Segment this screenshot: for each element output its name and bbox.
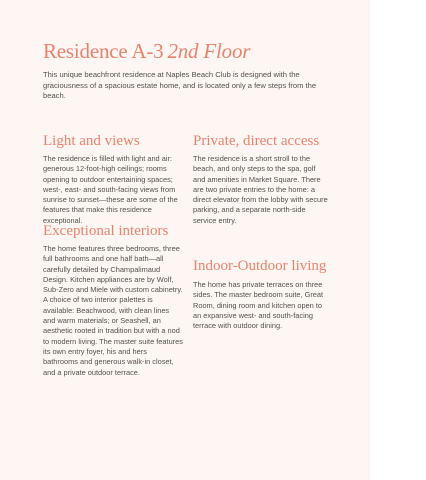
section-heading: Private, direct access	[193, 133, 320, 149]
section-heading: Light and views	[43, 133, 140, 149]
section-heading: Exceptional interiors	[43, 223, 169, 239]
section-body: The home has private terraces on three sides. The master bedroom suite, Great Room, dining room and kitchen open to an expansive west- and south-facing terrace with outdoor dining.	[193, 280, 324, 331]
section-indoor-outdoor-living	[193, 258, 328, 331]
floor-subtitle: 2nd Floor	[167, 39, 251, 63]
section-heading: Indoor-Outdoor living	[193, 258, 327, 274]
section-light-and-views	[43, 133, 183, 226]
residence-name: Residence A-3	[43, 39, 164, 63]
section-body: The residence is filled with light and air: generous 12-foot-high ceilings; rooms opening to outdoor entertaining spaces; west-, east- and south-facing views from sunrise to sunset—these are some of the features that make this residence exceptional.	[43, 154, 178, 225]
page-title	[43, 38, 250, 64]
section-private-access	[193, 133, 328, 226]
intro-paragraph: This unique beachfront residence at Naples Beach Club is designed with the graciousness of a spacious estate home, and is located only a few steps from the beach.	[43, 70, 317, 100]
section-body: The home features three bedrooms, three full bathrooms and one half bath—all carefully detailed by Champalimaud Design. Kitchen appliances are by Wolf, Sub-Zero and Miele with custom cabinetry. A choice of two interior palettes is available: Beachwood, with clean lines and warm materials; or Seashell, an aesthetic rooted in tradition but with a nod to modern living. The master suite features its own entry foyer, his and hers bathrooms and generous walk-in closet, and a private outdoor terrace.	[43, 244, 183, 377]
section-exceptional-interiors	[43, 223, 183, 378]
section-body: The residence is a short stroll to the beach, and only steps to the spa, golf and amenities in Market Square. There are two private entries to the home: a direct elevator from the lobby with secure parking, and a separate north-side service entry.	[193, 154, 328, 225]
